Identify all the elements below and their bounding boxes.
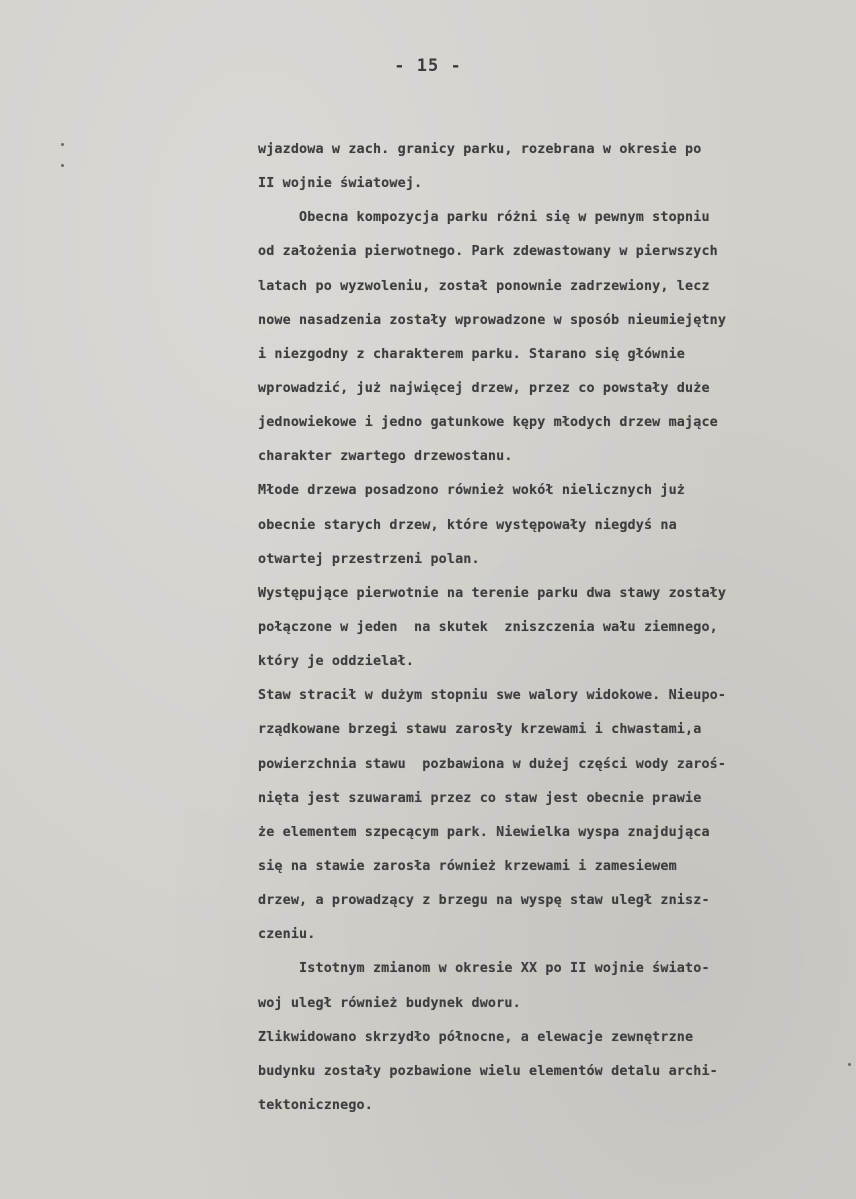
text-line: od założenia pierwotnego. Park zdewastowany w pierwszych (258, 244, 718, 260)
text-line: rządkowane brzegi stawu zarosły krzewami i chwastami,a (258, 722, 702, 738)
text-line: się na stawie zarosła również krzewami i zamesiewem (258, 858, 677, 874)
text-line: drzew, a prowadzący z brzegu na wyspę staw uległ znisz- (258, 893, 710, 909)
text-line: woj uległ również budynek dworu. (258, 995, 521, 1011)
text-line: wjazdowa w zach. granicy parku, rozebrana w okresie po (258, 142, 702, 157)
text-line: Staw stracił w dużym stopniu swe walory widokowe. Nieupo- (258, 688, 727, 704)
body-text (258, 133, 856, 1123)
text-line: Istotnym zmianom w okresie XX po II wojnie świato- (258, 961, 710, 977)
text-line: który je oddzielał. (258, 654, 415, 670)
text-line: połączone w jeden na skutek zniszczenia wału ziemnego, (258, 619, 718, 635)
text-line: powierzchnia stawu pozbawiona w dużej części wody zaroś- (258, 756, 727, 772)
text-line: charakter zwartego drzewostanu. (258, 449, 513, 465)
margin-mark (61, 143, 64, 146)
text-line: że elementem szpecącym park. Niewielka wyspa znajdująca (258, 824, 710, 840)
text-line: Młode drzewa posadzono również wokół nielicznych już (258, 483, 686, 499)
text-line: Obecna kompozycja parku różni się w pewnym stopniu (258, 210, 710, 226)
text-line: obecnie starych drzew, które występowały niegdyś na (258, 517, 677, 533)
text-line: latach po wyzwoleniu, został ponownie zadrzewiony, lecz (258, 278, 710, 294)
page-number: - 15 - (394, 56, 462, 76)
text-line: Zlikwidowano skrzydło północne, a elewacje zewnętrzne (258, 1029, 694, 1045)
text-line: czeniu. (258, 927, 316, 943)
text-line: Występujące pierwotnie na terenie parku dwa stawy zostały (258, 585, 727, 601)
text-line: otwartej przestrzeni polan. (258, 551, 480, 567)
text-line: nowe nasadzenia zostały wprowadzone w sposób nieumiejętny (258, 312, 727, 328)
text-line: jednowiekowe i jedno gatunkowe kępy młodych drzew mające (258, 415, 718, 431)
text-line: budynku zostały pozbawione wielu elementów detalu archi- (258, 1063, 718, 1079)
text-line: nięta jest szuwarami przez co staw jest obecnie prawie (258, 790, 702, 806)
text-line: i niezgodny z charakterem parku. Starano się głównie (258, 346, 686, 362)
margin-mark (61, 164, 64, 167)
text-line: wprowadzić, już najwięcej drzew, przez co powstały duże (258, 380, 710, 396)
text-line: tektonicznego. (258, 1097, 373, 1113)
text-line: II wojnie światowej. (258, 176, 423, 192)
